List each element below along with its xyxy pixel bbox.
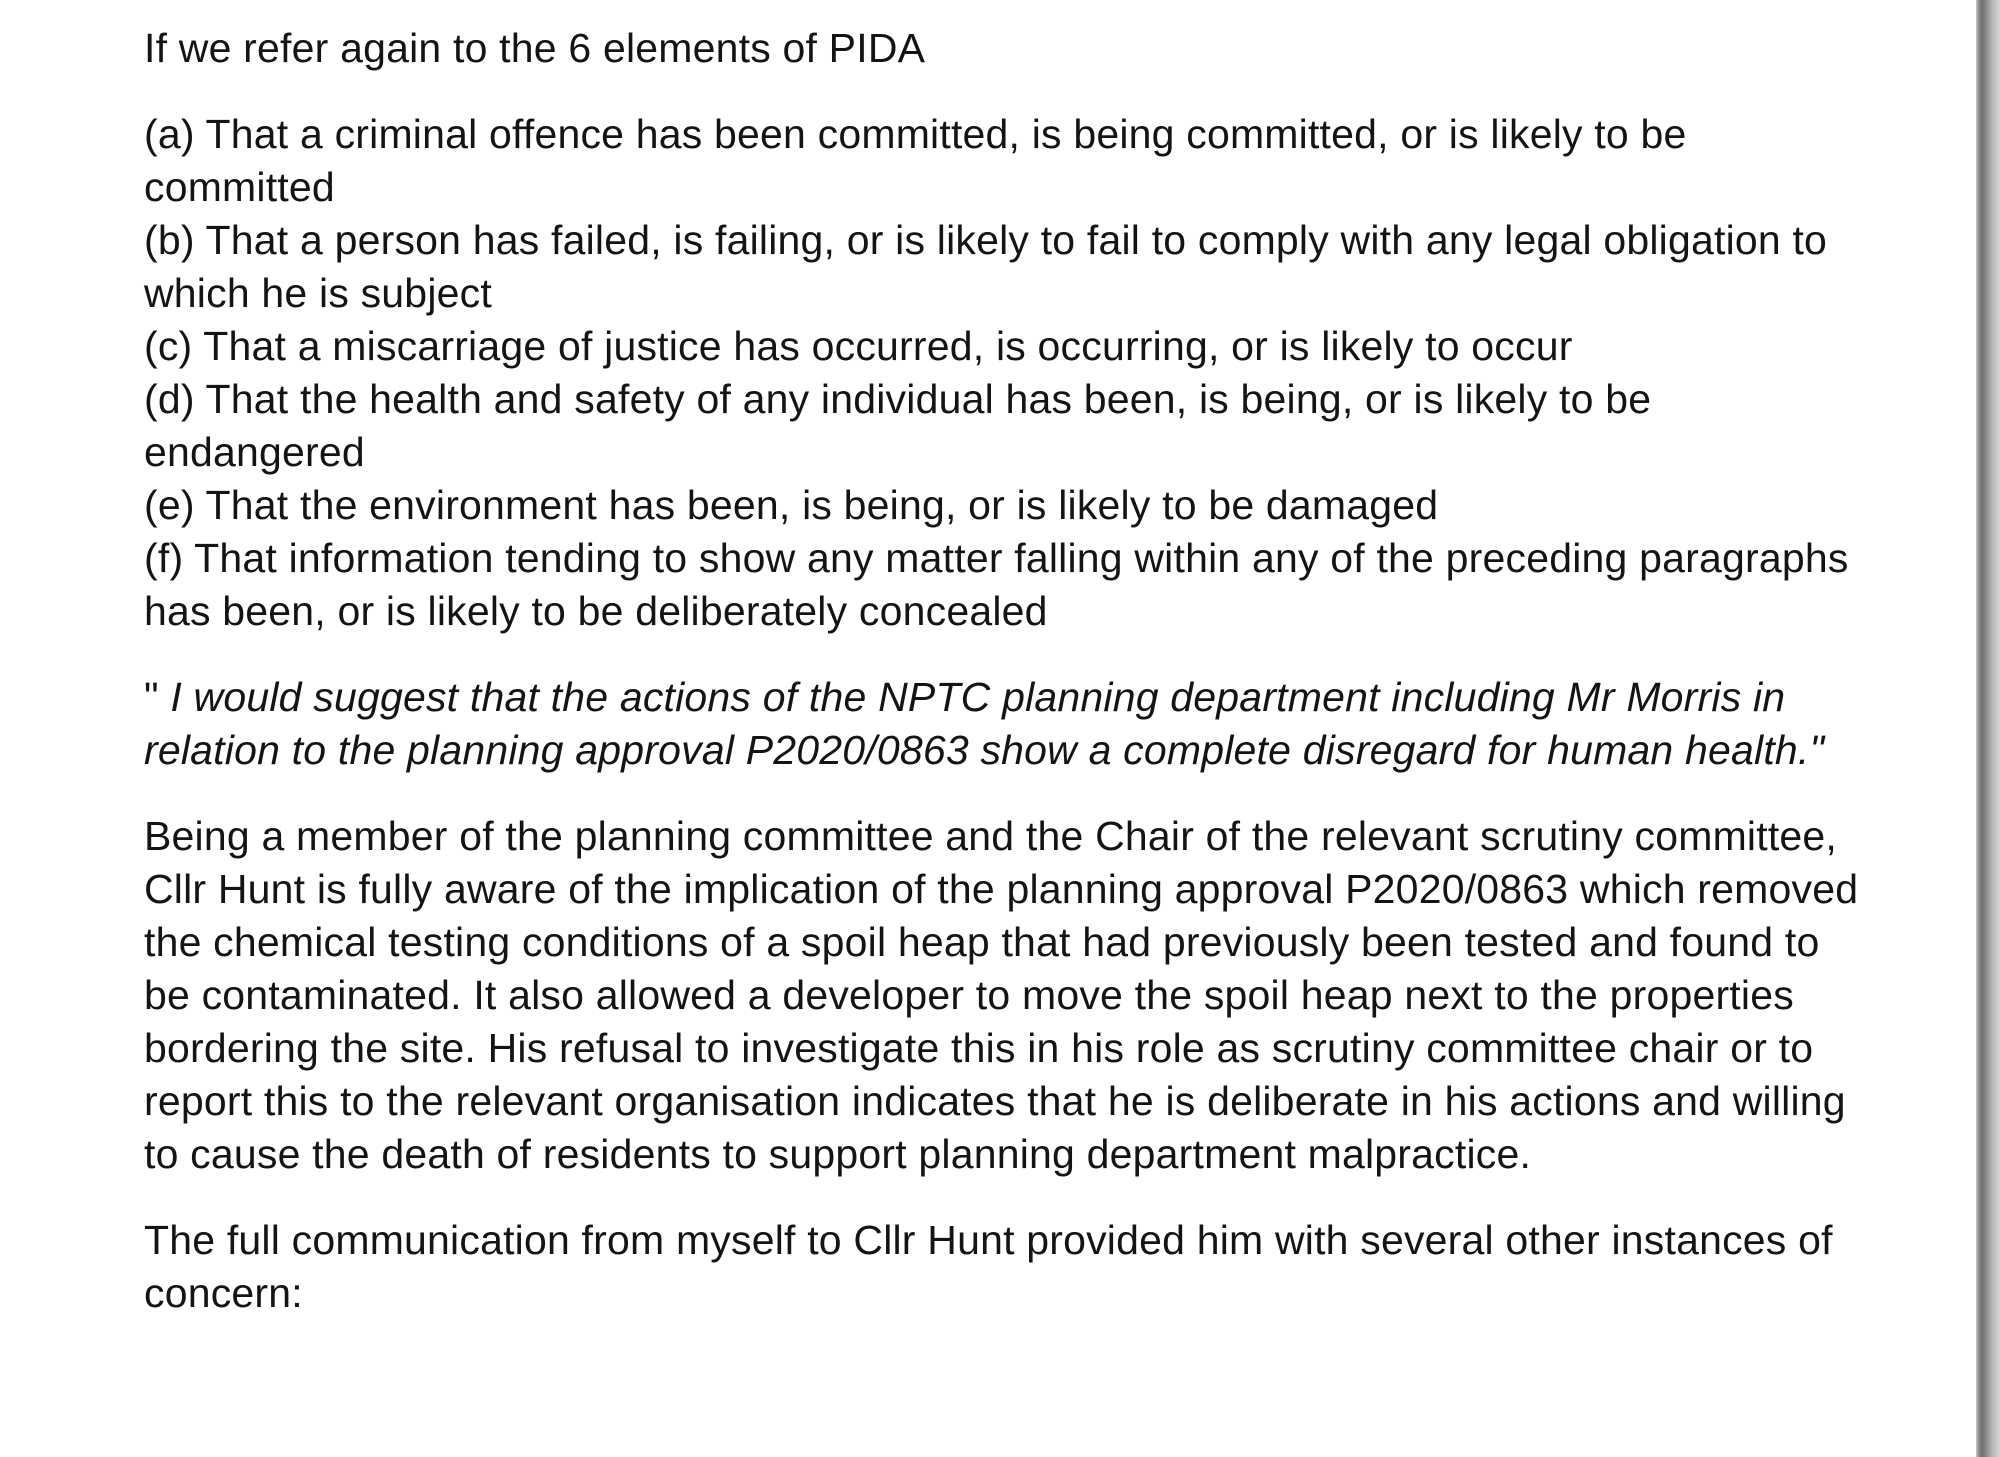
- quoted-statement: [144, 671, 1864, 777]
- pida-elements-list: [144, 108, 1864, 638]
- document-body: [144, 22, 1864, 1320]
- pida-element-b: (b) That a person has failed, is failing, or is likely to fail to comply with any legal obligation to which he is subject: [144, 217, 1828, 316]
- paragraph-spacer: [144, 75, 1864, 108]
- pida-element-f: (f) That information tending to show any matter falling within any of the preceding paragraphs has been, or is likely to be deliberately concealed: [144, 535, 1849, 634]
- quote-text: I would suggest that the actions of the NPTC planning department including Mr Morris in relation to the planning approval P2020/0863 show a complete disregard for human health.": [144, 674, 1825, 773]
- body-paragraph-1: Being a member of the planning committee and the Chair of the relevant scrutiny committee, Cllr Hunt is fully aware of the implication of the planning approval P2020/0863 which removed the chemical testing conditions of a spoil heap that had previously been tested and found to be contaminated. It also allowed a developer to move the spoil heap next to the properties bordering the site. His refusal to investigate this in his role as scrutiny committee chair or to report this to the relevant organisation indicates that he is deliberate in his actions and willing to cause the death of residents to support planning department malpractice.: [144, 813, 1859, 1177]
- quote-open-mark: ": [144, 674, 171, 720]
- pida-element-d: (d) That the health and safety of any individual has been, is being, or is likely to be endangered: [144, 376, 1652, 475]
- intro-paragraph: If we refer again to the 6 elements of PIDA: [144, 25, 926, 71]
- paragraph-spacer: [144, 1181, 1864, 1214]
- paragraph-spacer: [144, 777, 1864, 810]
- pida-element-c: (c) That a miscarriage of justice has occurred, is occurring, or is likely to occur: [144, 323, 1573, 369]
- body-paragraph-2: The full communication from myself to Cllr Hunt provided him with several other instances of concern:: [144, 1217, 1833, 1316]
- pida-element-e: (e) That the environment has been, is being, or is likely to be damaged: [144, 482, 1439, 528]
- paragraph-spacer: [144, 638, 1864, 671]
- pida-element-a: (a) That a criminal offence has been committed, is being committed, or is likely to be committed: [144, 111, 1687, 210]
- page-edge-shadow: [1976, 0, 2000, 1457]
